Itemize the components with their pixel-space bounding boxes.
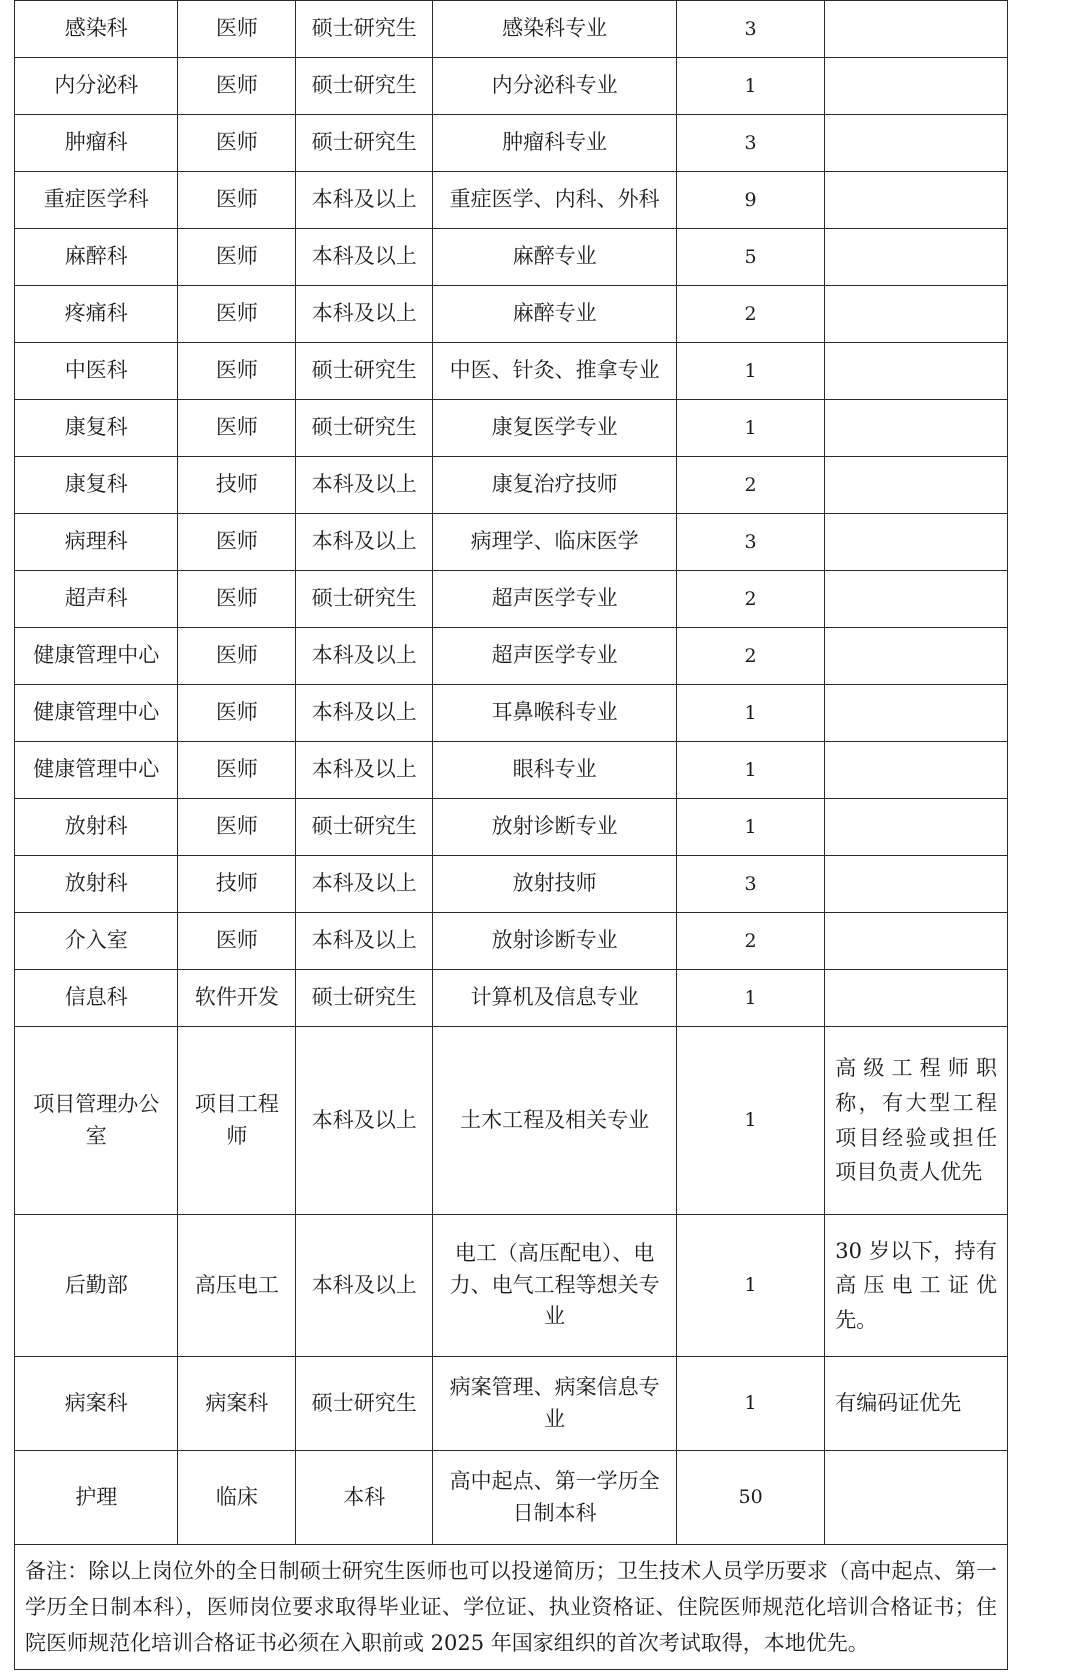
headcount-cell: 2 [676,628,824,685]
position-cell: 医师 [178,685,296,742]
major-cell: 放射技师 [433,856,677,913]
education-cell: 硕士研究生 [296,799,433,856]
department-cell: 放射科 [15,856,178,913]
headcount-cell: 1 [676,400,824,457]
major-cell: 麻醉专业 [433,229,677,286]
table-row [15,229,1008,286]
table-row [15,1451,1008,1545]
education-cell: 本科及以上 [296,742,433,799]
table-row [15,343,1008,400]
education-cell: 本科及以上 [296,457,433,514]
headcount-cell: 1 [676,1027,824,1215]
remark-cell [825,913,1008,970]
education-cell: 本科及以上 [296,514,433,571]
major-cell: 放射诊断专业 [433,799,677,856]
remark-cell: 30 岁以下，持有高压电工证优先。 [825,1215,1008,1357]
recruitment-table-page [14,0,1066,1670]
education-cell: 硕士研究生 [296,970,433,1027]
department-cell: 重症医学科 [15,172,178,229]
major-cell: 高中起点、第一学历全日制本科 [433,1451,677,1545]
education-cell: 硕士研究生 [296,571,433,628]
education-cell: 本科及以上 [296,286,433,343]
position-cell: 医师 [178,172,296,229]
education-cell: 硕士研究生 [296,115,433,172]
position-cell: 医师 [178,742,296,799]
department-cell: 超声科 [15,571,178,628]
position-cell: 医师 [178,1,296,58]
position-cell: 医师 [178,571,296,628]
table-row [15,913,1008,970]
major-cell: 超声医学专业 [433,628,677,685]
remark-cell [825,286,1008,343]
table-row [15,571,1008,628]
major-cell: 肿瘤科专业 [433,115,677,172]
remark-cell [825,1451,1008,1545]
education-cell: 本科及以上 [296,856,433,913]
remark-cell [825,400,1008,457]
remark-cell [825,685,1008,742]
department-cell: 康复科 [15,400,178,457]
education-cell: 本科及以上 [296,1215,433,1357]
headcount-cell: 2 [676,571,824,628]
department-cell: 信息科 [15,970,178,1027]
position-cell: 医师 [178,913,296,970]
major-cell: 内分泌科专业 [433,58,677,115]
department-cell: 疼痛科 [15,286,178,343]
headcount-cell: 1 [676,742,824,799]
education-cell: 硕士研究生 [296,1357,433,1451]
remark-cell [825,571,1008,628]
education-cell: 本科及以上 [296,229,433,286]
table-row [15,856,1008,913]
major-cell: 耳鼻喉科专业 [433,685,677,742]
remark-cell [825,172,1008,229]
table-row [15,799,1008,856]
department-cell: 健康管理中心 [15,685,178,742]
headcount-cell: 1 [676,1357,824,1451]
remark-cell [825,58,1008,115]
department-cell: 病理科 [15,514,178,571]
remark-cell [825,229,1008,286]
department-cell: 后勤部 [15,1215,178,1357]
table-row [15,628,1008,685]
table-row [15,1357,1008,1451]
remark-cell [825,970,1008,1027]
remark-cell: 高级工程师职称，有大型工程项目经验或担任项目负责人优先 [825,1027,1008,1215]
education-cell: 硕士研究生 [296,343,433,400]
position-cell: 项目工程师 [178,1027,296,1215]
department-cell: 肿瘤科 [15,115,178,172]
headcount-cell: 1 [676,1215,824,1357]
department-cell: 麻醉科 [15,229,178,286]
major-cell: 病理学、临床医学 [433,514,677,571]
position-cell: 医师 [178,343,296,400]
headcount-cell: 3 [676,856,824,913]
education-cell: 本科及以上 [296,1027,433,1215]
department-cell: 护理 [15,1451,178,1545]
education-cell: 本科及以上 [296,172,433,229]
major-cell: 康复治疗技师 [433,457,677,514]
position-cell: 医师 [178,400,296,457]
department-cell: 健康管理中心 [15,628,178,685]
table-row [15,970,1008,1027]
table-row [15,286,1008,343]
note-row [15,1545,1008,1670]
education-cell: 本科及以上 [296,685,433,742]
remark-cell [825,457,1008,514]
remark-cell [825,115,1008,172]
headcount-cell: 3 [676,115,824,172]
major-cell: 眼科专业 [433,742,677,799]
department-cell: 放射科 [15,799,178,856]
headcount-cell: 5 [676,229,824,286]
major-cell: 中医、针灸、推拿专业 [433,343,677,400]
headcount-cell: 2 [676,913,824,970]
department-cell: 感染科 [15,1,178,58]
remark-cell [825,742,1008,799]
department-cell: 介入室 [15,913,178,970]
position-cell: 医师 [178,628,296,685]
education-cell: 本科及以上 [296,913,433,970]
education-cell: 本科及以上 [296,628,433,685]
major-cell: 感染科专业 [433,1,677,58]
headcount-cell: 2 [676,286,824,343]
major-cell: 电工（高压配电）、电力、电气工程等想关专业 [433,1215,677,1357]
major-cell: 麻醉专业 [433,286,677,343]
department-cell: 病案科 [15,1357,178,1451]
major-cell: 病案管理、病案信息专业 [433,1357,677,1451]
remark-cell [825,799,1008,856]
education-cell: 硕士研究生 [296,58,433,115]
headcount-cell: 2 [676,457,824,514]
major-cell: 计算机及信息专业 [433,970,677,1027]
remark-cell [825,514,1008,571]
headcount-cell: 1 [676,799,824,856]
table-row [15,742,1008,799]
table-row [15,400,1008,457]
position-cell: 软件开发 [178,970,296,1027]
headcount-cell: 1 [676,58,824,115]
department-cell: 中医科 [15,343,178,400]
department-cell: 内分泌科 [15,58,178,115]
position-cell: 医师 [178,58,296,115]
position-cell: 医师 [178,286,296,343]
position-cell: 医师 [178,514,296,571]
department-cell: 项目管理办公室 [15,1027,178,1215]
major-cell: 超声医学专业 [433,571,677,628]
table-row [15,1,1008,58]
major-cell: 康复医学专业 [433,400,677,457]
remark-cell: 有编码证优先 [825,1357,1008,1451]
table-row [15,457,1008,514]
position-cell: 医师 [178,229,296,286]
remark-cell [825,628,1008,685]
education-cell: 本科 [296,1451,433,1545]
major-cell: 放射诊断专业 [433,913,677,970]
position-cell: 临床 [178,1451,296,1545]
position-cell: 医师 [178,799,296,856]
table-body [15,1,1008,1670]
major-cell: 土木工程及相关专业 [433,1027,677,1215]
note-cell [15,1545,1008,1670]
position-cell: 技师 [178,856,296,913]
position-cell: 技师 [178,457,296,514]
recruitment-table [14,0,1008,1670]
education-cell: 硕士研究生 [296,1,433,58]
headcount-cell: 1 [676,970,824,1027]
table-row [15,115,1008,172]
remark-cell [825,1,1008,58]
position-cell: 高压电工 [178,1215,296,1357]
major-cell: 重症医学、内科、外科 [433,172,677,229]
headcount-cell: 50 [676,1451,824,1545]
headcount-cell: 1 [676,343,824,400]
position-cell: 医师 [178,115,296,172]
department-cell: 健康管理中心 [15,742,178,799]
department-cell: 康复科 [15,457,178,514]
table-row [15,58,1008,115]
headcount-cell: 1 [676,685,824,742]
headcount-cell: 3 [676,514,824,571]
position-cell: 病案科 [178,1357,296,1451]
table-row [15,514,1008,571]
table-row [15,1215,1008,1357]
note-text: 备注：除以上岗位外的全日制硕士研究生医师也可以投递简历；卫生技术人员学历要求（高中起点、第一学历全日制本科），医师岗位要求取得毕业证、学位证、执业资格证、住院医师规范化培训合格证书；住院医师规范化培训合格证书必须在入职前或 2025 年国家组织的首次考试取得，本地优先。 [25,1559,997,1656]
education-cell: 硕士研究生 [296,400,433,457]
remark-cell [825,343,1008,400]
remark-cell [825,856,1008,913]
headcount-cell: 3 [676,1,824,58]
table-row [15,172,1008,229]
table-row [15,685,1008,742]
table-row [15,1027,1008,1215]
headcount-cell: 9 [676,172,824,229]
